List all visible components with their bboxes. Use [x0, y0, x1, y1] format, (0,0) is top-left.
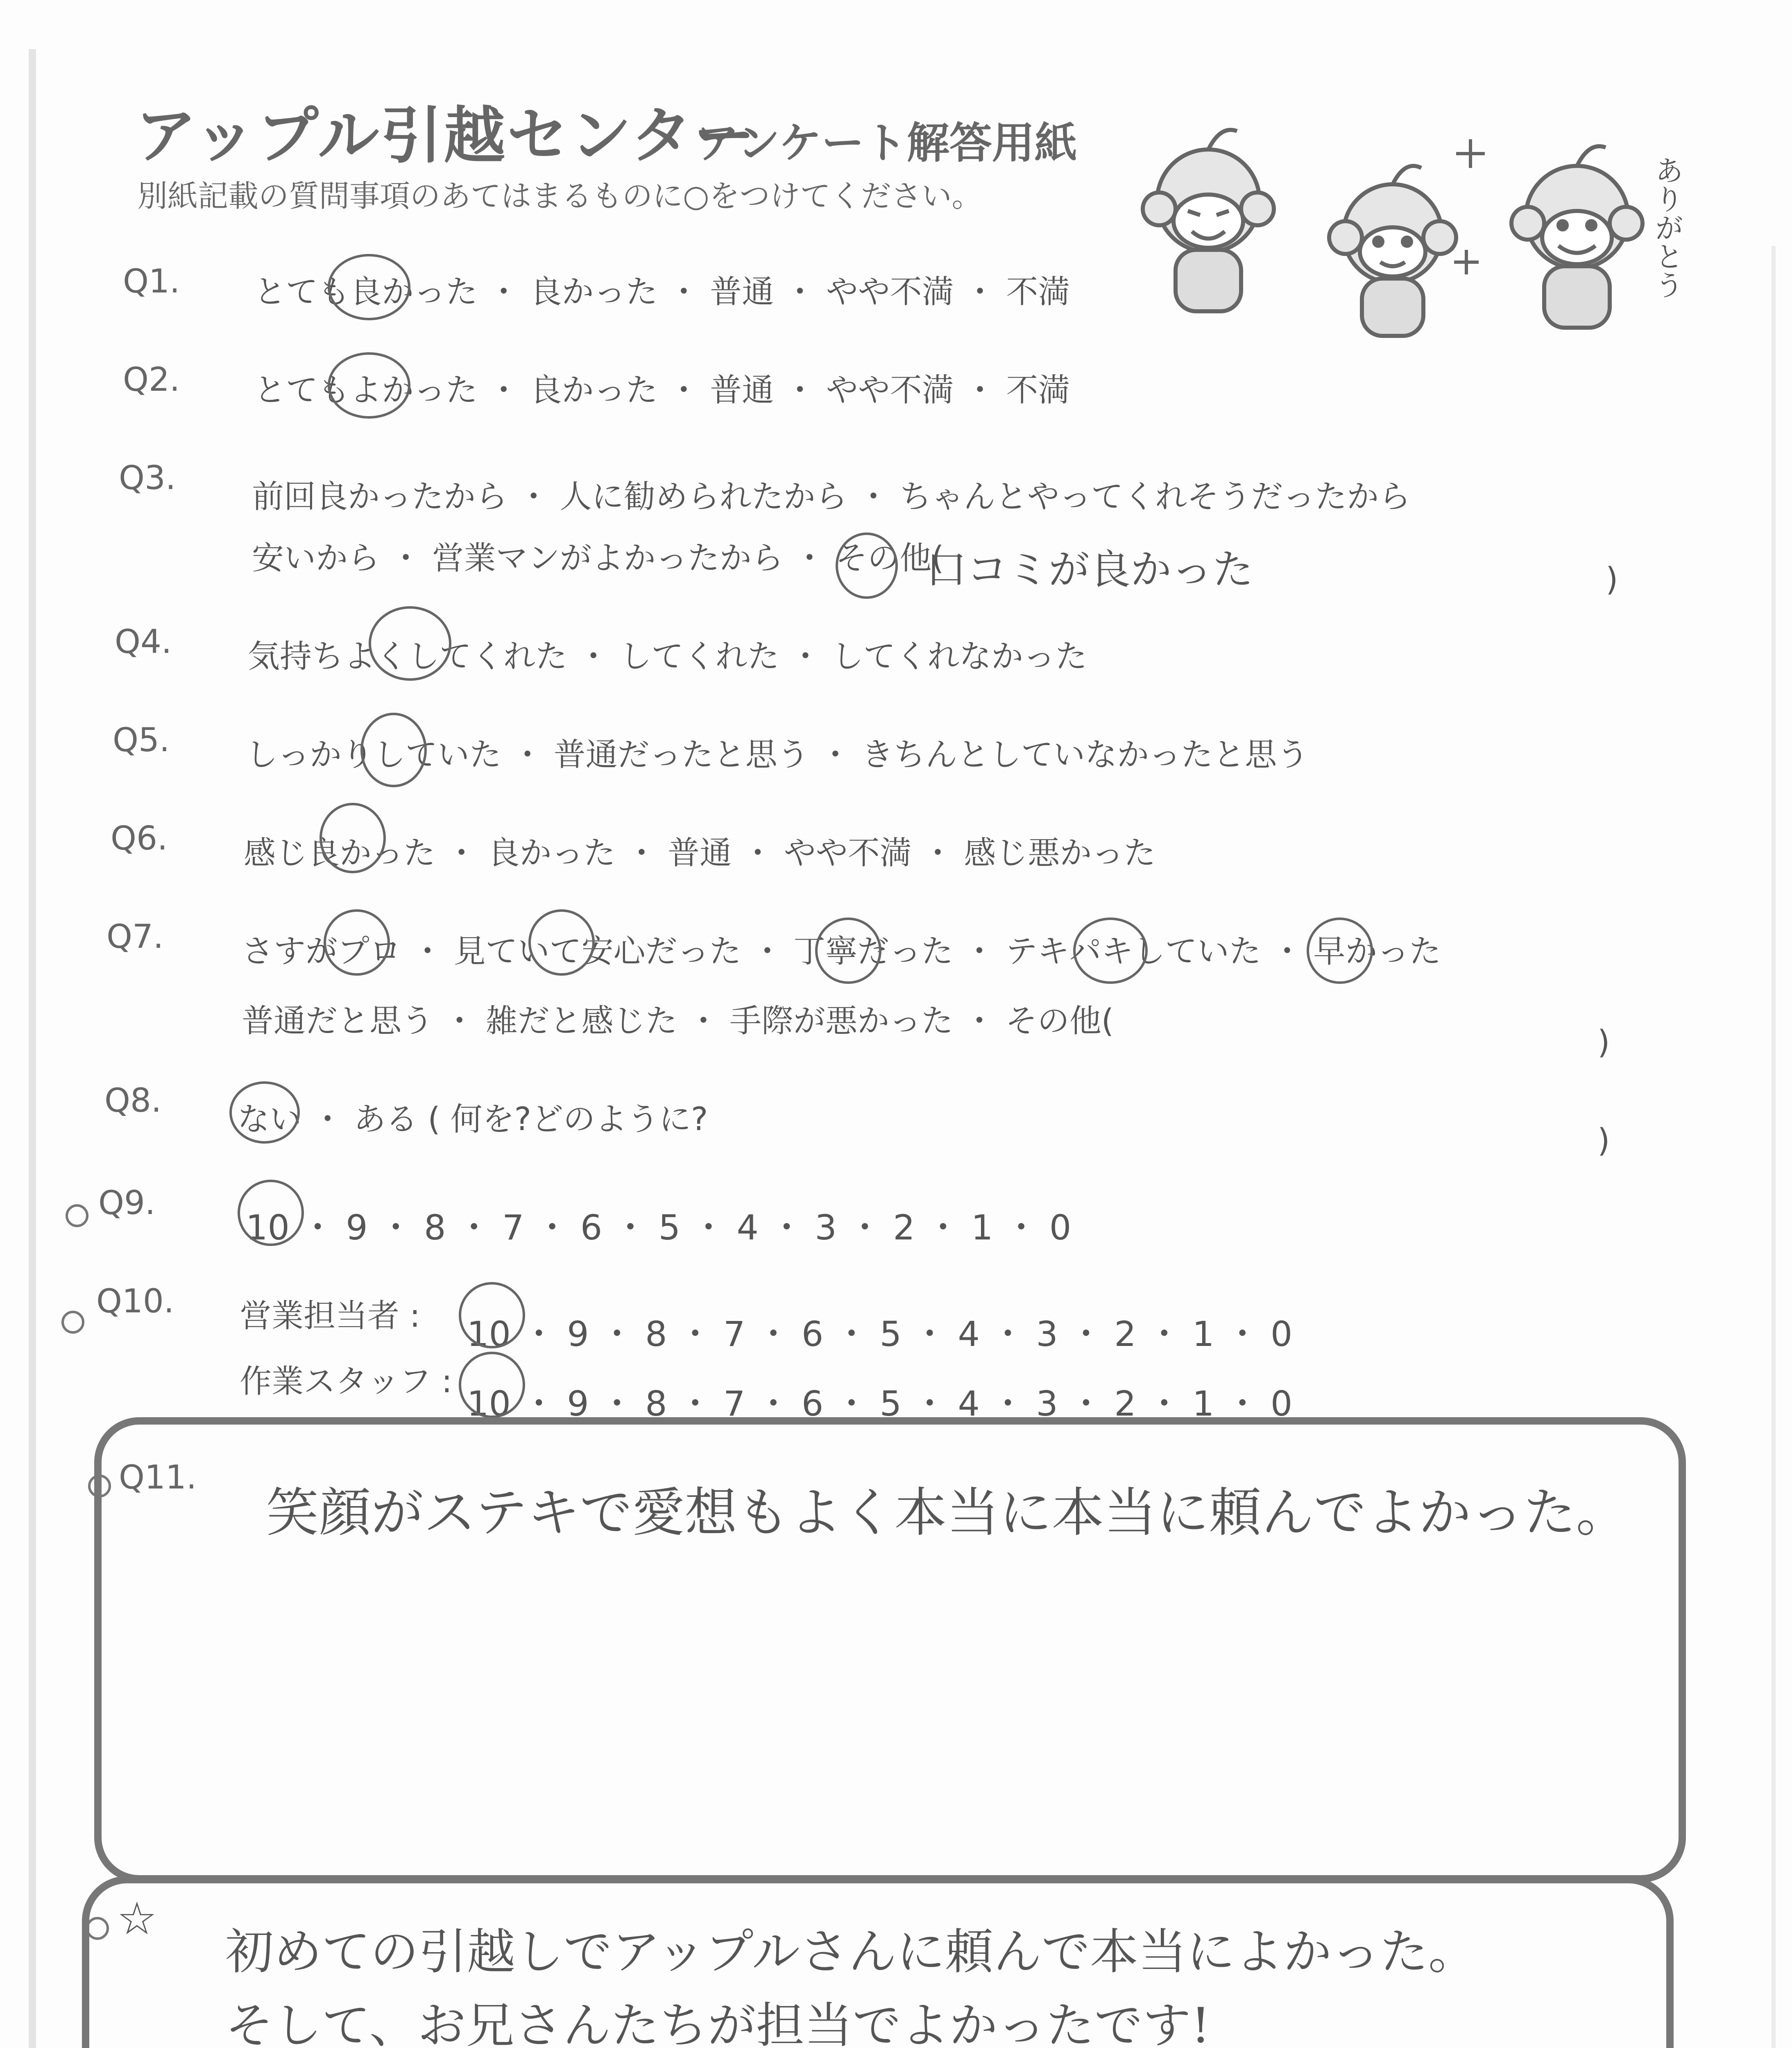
q6-options: 感じ良かった ・ 良かった ・ 普通 ・ やや不満 ・ 感じ悪かった — [244, 835, 1156, 872]
q6-label: Q6. — [111, 819, 168, 857]
q2-options: とてもよかった ・ 良かった ・ 普通 ・ やや不満 ・ 不満 — [254, 372, 1070, 409]
monkey-mascots-illustration — [1130, 115, 1696, 369]
q8-options: ない ・ ある ( 何を?どのように? — [238, 1101, 708, 1138]
page-edge — [29, 49, 36, 2048]
q10-sales-scale: 10 ・ 9 ・ 8 ・ 7 ・ 6 ・ 5 ・ 4 ・ 3 ・ 2 ・ 1 ・ 0 — [467, 1314, 1293, 1354]
q7-close-paren: ) — [1597, 1024, 1610, 1061]
form-instruction: 別紙記載の質問事項のあてはまるものに○をつけてください。 — [137, 179, 982, 214]
q5-answer-circle — [360, 713, 427, 787]
star-check-mark — [86, 1917, 109, 1940]
q8-label: Q8. — [104, 1081, 162, 1119]
q7-answer-circle-hayai — [1307, 918, 1373, 984]
q7-options-line1: さすがプロ ・ 見ていて安心だった ・ 丁寧だった ・ テキパキしていた ・ 早かった — [242, 933, 1441, 970]
q10-sales-answer-circle — [459, 1282, 525, 1348]
q1-answer-circle — [328, 254, 410, 320]
q7-answer-circle-pro — [324, 909, 390, 976]
q2-answer-circle — [328, 352, 410, 419]
q5-label: Q5. — [113, 721, 170, 759]
monkey-icon — [1511, 146, 1642, 328]
q11-check-mark — [88, 1475, 111, 1497]
q10-crew-answer-circle — [459, 1352, 525, 1418]
mascot-caption: ありがとう — [1650, 156, 1684, 299]
q3-options-line1: 前回良かったから ・ 人に勧められたから ・ ちゃんとやってくれそうだったから — [252, 478, 1411, 515]
q3-label: Q3. — [119, 459, 176, 497]
q10-label: Q10. — [96, 1282, 174, 1320]
q10-crew-scale: 10 ・ 9 ・ 8 ・ 7 ・ 6 ・ 5 ・ 4 ・ 3 ・ 2 ・ 1 ・ 0 — [467, 1384, 1293, 1424]
q10-crew-label: 作業スタッフ : — [240, 1363, 453, 1400]
q4-label: Q4. — [115, 623, 172, 661]
q10-check-mark — [61, 1311, 84, 1334]
page-edge-right — [1772, 246, 1776, 2048]
q7-answer-circle-teinei — [815, 918, 881, 984]
q2-label: Q2. — [123, 360, 180, 399]
form-subtitle: アンケート解答用紙 — [696, 118, 1077, 168]
q3-close-paren: ) — [1606, 561, 1618, 598]
q4-answer-circle — [369, 606, 451, 681]
star-comment-line-2: そして、お兄さんたちが担当でよかったです! — [225, 1997, 1211, 2048]
q9-label: Q9. — [98, 1184, 156, 1222]
q11-answer: 笑顔がステキで愛想もよく本当に本当に頼んでよかった。 — [266, 1482, 1629, 1543]
monkey-icon — [1329, 166, 1456, 336]
monkey-icon — [1143, 130, 1274, 311]
q5-options: しっかりしていた ・ 普通だったと思う ・ きちんとしていなかったと思う — [246, 736, 1309, 773]
q3-other-answer: 口コミが良かった — [926, 546, 1253, 594]
q3-answer-circle — [836, 532, 898, 599]
q11-label: Q11. — [119, 1458, 197, 1496]
q1-label: Q1. — [123, 262, 180, 300]
q7-options-line2: 普通だと思う ・ 雑だと感じた ・ 手際が悪かった ・ その他( — [242, 1003, 1114, 1040]
q9-scale: 10 ・ 9 ・ 8 ・ 7 ・ 6 ・ 5 ・ 4 ・ 3 ・ 2 ・ 1 ・ 0 — [246, 1208, 1072, 1248]
q7-answer-circle-anshin — [528, 909, 595, 976]
q8-answer-circle — [229, 1081, 300, 1144]
q4-options: 気持ちよくしてくれた ・ してくれた ・ してくれなかった — [248, 638, 1087, 675]
q1-options: とても良かった ・ 良かった ・ 普通 ・ やや不満 ・ 不満 — [254, 274, 1070, 310]
star-comment-line-1: 初めての引越しでアップルさんに頼んで本当によかった。 — [225, 1923, 1477, 1980]
q8-close-paren: ) — [1597, 1122, 1610, 1159]
q7-label: Q7. — [106, 918, 164, 956]
q7-answer-circle-tekipaki — [1073, 918, 1148, 984]
q9-check-mark — [66, 1204, 88, 1227]
star-mark: ☆ — [117, 1892, 157, 1945]
q6-answer-circle — [319, 803, 386, 873]
form-title: アップル引越センター — [135, 100, 757, 172]
q3-options-line2: 安いから ・ 営業マンがよかったから ・ その他( — [252, 540, 944, 577]
q10-sales-label: 営業担当者 : — [240, 1298, 421, 1334]
q9-answer-circle — [238, 1180, 304, 1246]
